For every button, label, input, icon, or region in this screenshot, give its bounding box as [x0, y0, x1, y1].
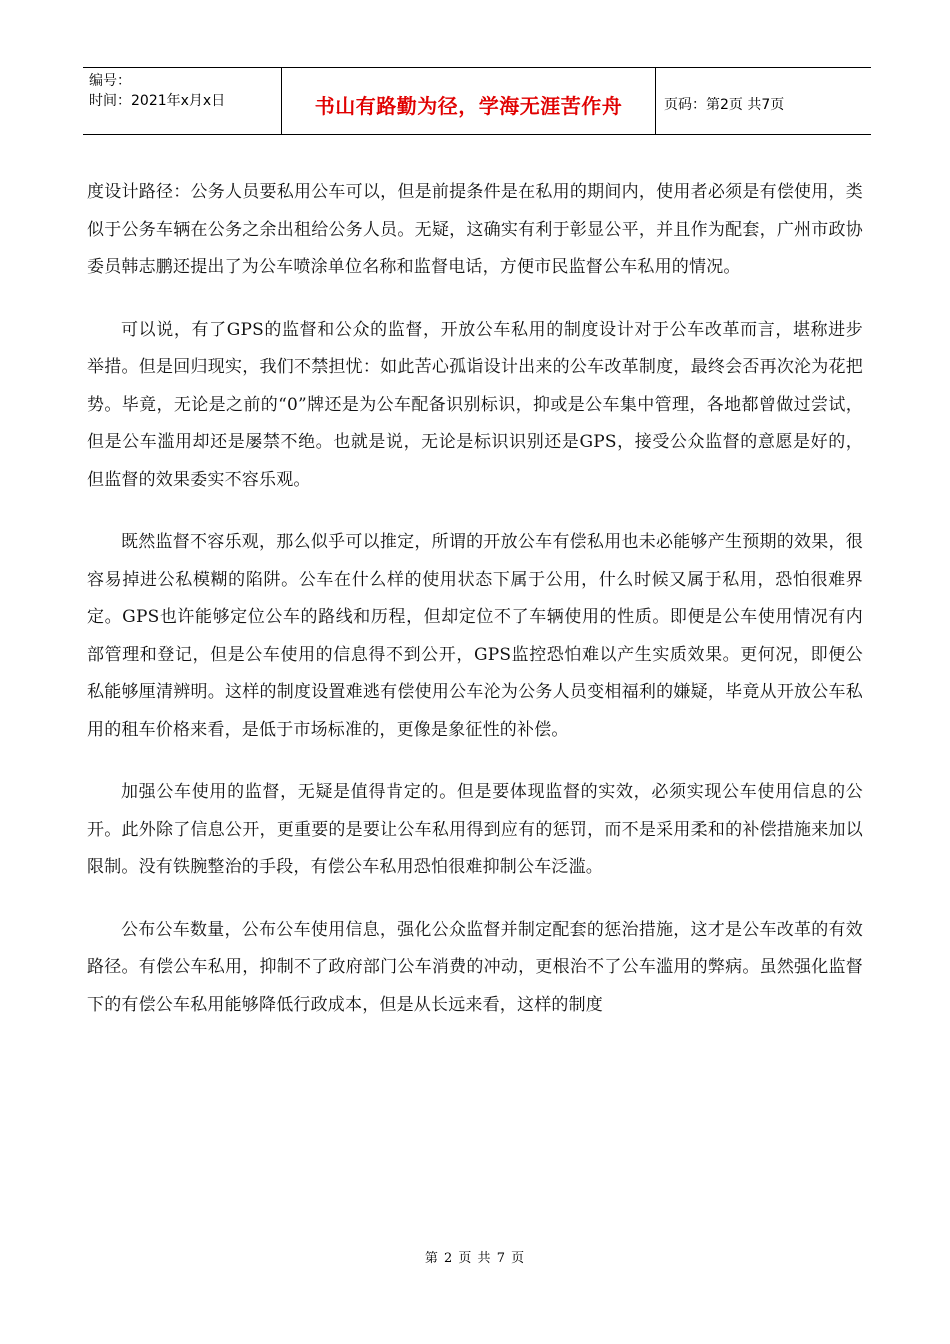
number-label: 编号：	[89, 73, 131, 89]
paragraph: 既然监督不容乐观，那么似乎可以推定，所谓的开放公车有偿私用也未必能够产生预期的效果，很容易掉进公私模糊的陷阱。公车在什么样的使用状态下属于公用，什么时候又属于私用，恐怕很难界定。GPS也许能够定位公车的路线和历程，但却定位不了车辆使用的性质。即便是公车使用情况有内部管理和登记，但是公车使用的信息得不到公开，GPS监控恐怕难以产生实质效果。更何况，即便公私能够厘清辨明。这样的制度设置难逃有偿使用公车沦为公务人员变相福利的嫌疑，毕竟从开放公车私用的租车价格来看，是低于市场标准的，更像是象征性的补偿。	[87, 532, 863, 740]
paragraph-continued: 度设计路径：公务人员要私用公车可以，但是前提条件是在私用的期间内，使用者必须是有偿使用，类似于公务车辆在公务之余出租给公务人员。无疑，这确实有利于彰显公平，并且作为配套，广州市政协委员韩志鹏还提出了为公车喷涂单位名称和监督电话，方便市民监督公车私用的情况。	[87, 182, 863, 277]
page-footer: 第 2 页 共 7 页	[424, 1251, 526, 1266]
document-body	[87, 174, 863, 1049]
document-header	[83, 67, 871, 135]
header-page-info: 页码：第2页 共7页	[664, 97, 785, 113]
header-motto: 书山有路勤为径，学海无涯苦作舟	[282, 68, 656, 134]
paragraph: 加强公车使用的监督，无疑是值得肯定的。但是要体现监督的实效，必须实现公车使用信息的公开。此外除了信息公开，更重要的是要让公车私用得到应有的惩罚，而不是采用柔和的补偿措施来加以限制。没有铁腕整治的手段，有偿公车私用恐怕很难抑制公车泛滥。	[87, 782, 863, 877]
paragraph: 公布公车数量，公布公车使用信息，强化公众监督并制定配套的惩治措施，这才是公车改革的有效路径。有偿公车私用，抑制不了政府部门公车消费的冲动，更根治不了公车滥用的弊病。虽然强化监督下的有偿公车私用能够降低行政成本，但是从长远来看，这样的制度	[87, 919, 863, 1015]
header-meta	[83, 68, 282, 134]
time-label: 时间：2021年x月x日	[89, 93, 226, 109]
paragraph: 可以说，有了GPS的监督和公众的监督，开放公车私用的制度设计对于公车改革而言，堪称进步举措。但是回归现实，我们不禁担忧：如此苦心孤诣设计出来的公车改革制度，最终会否再次沦为花把势。毕竟，无论是之前的“0”牌还是为公车配备识别标识，抑或是公车集中管理，各地都曾做过尝试，但是公车滥用却还是屡禁不绝。也就是说，无论是标识识别还是GPS，接受公众监督的意愿是好的，但监督的效果委实不容乐观。	[87, 319, 863, 490]
